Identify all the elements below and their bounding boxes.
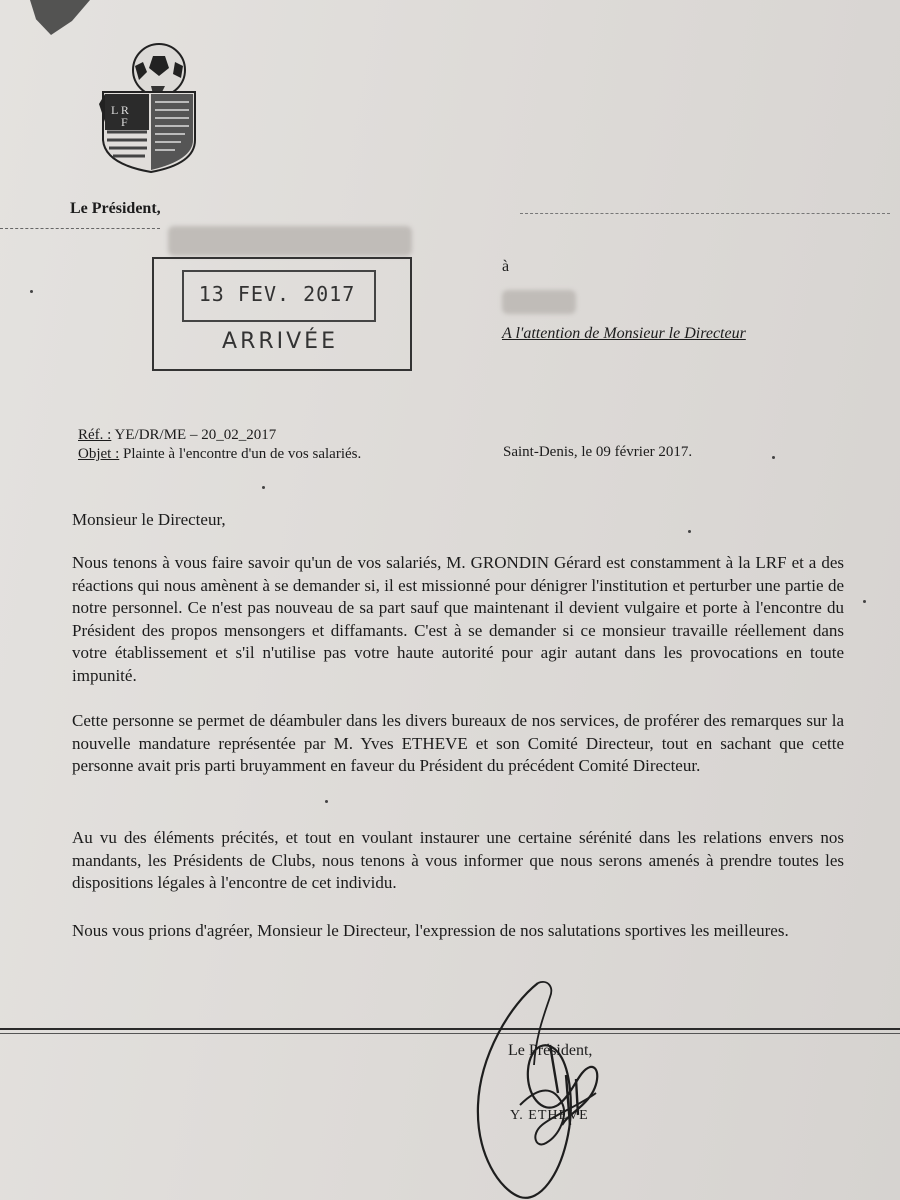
reference-value: YE/DR/ME – 20_02_2017 xyxy=(114,427,277,443)
signature-name: Y. ETHEVE xyxy=(510,1108,589,1123)
reception-stamp-date: 13 FEV. 2017 xyxy=(198,282,356,306)
object-line xyxy=(78,446,361,463)
closing-paragraph: Nous vous prions d'agréer, Monsieur le Directeur, l'expression de nos salutations sportives les meilleures. xyxy=(72,921,789,940)
paper-speck xyxy=(262,486,265,489)
redacted-recipient-block xyxy=(502,290,576,314)
divider-line-right xyxy=(520,213,890,214)
body-paragraph-2: Cette personne se permet de déambuler dans les divers bureaux de nos services, de proférer des remarques sur la nouvelle mandature représentée par M. Yves ETHEVE et son Comité Directeur, tout en sachant que cette personne avait pris parti bruyamment en faveur du Président du précédent Comité Directeur. xyxy=(72,711,844,775)
object-label: Objet : xyxy=(78,446,120,462)
paper-speck xyxy=(863,600,866,603)
salutation: Monsieur le Directeur, xyxy=(72,510,226,529)
reference-label: Réf. : xyxy=(78,427,112,443)
sender-president-label: Le Président, xyxy=(70,200,161,217)
signature-title: Le Président, xyxy=(508,1042,593,1059)
reception-stamp-label: ARRIVÉE xyxy=(222,329,338,354)
recipient-to: à xyxy=(502,258,510,275)
place-and-date: Saint-Denis, le 09 février 2017. xyxy=(503,444,693,460)
paper-speck xyxy=(772,456,775,459)
svg-text:F: F xyxy=(121,115,128,129)
staple-mark xyxy=(30,0,90,35)
attention-line: A l'attention de Monsieur le Directeur xyxy=(502,325,746,342)
paper-speck xyxy=(30,290,33,293)
paper-speck xyxy=(688,530,691,533)
crest-lettering: L R xyxy=(111,103,129,117)
redacted-sender-block xyxy=(168,226,412,256)
paper-speck xyxy=(325,800,328,803)
body-paragraph-3: Au vu des éléments précités, et tout en voulant instaurer une certaine sérénité dans les relations envers nos mandants, les Présidents de Clubs, nous tenons à vous informer que nous serons amenés à prendre toutes les dispositions légales à l'encontre de cet individu. xyxy=(72,828,844,892)
lrf-crest-soccer-ball-icon xyxy=(95,42,207,174)
body-paragraph-1: Nous tenons à vous faire savoir qu'un de vos salariés, M. GRONDIN Gérard est constamment à la LRF et a des réactions qui nous amènent à se demander si, il est missionné pour dénigrer l'institution et perturber une partie de notre personnel. Ce n'est pas nouveau de sa part sauf que maintenant il devient vulgaire et porte à l'encontre du Président des propos mensongers et diffamants. C'est à se demander si ce monsieur travaille réellement dans votre établissement et s'il n'utilise pas votre haute autorité pour agir autant dans les provocations en toute impunité. xyxy=(72,553,844,685)
handwritten-signature xyxy=(450,975,640,1200)
divider-line-left xyxy=(0,228,160,229)
object-value: Plainte à l'encontre d'un de vos salariés. xyxy=(123,446,362,462)
reference-line xyxy=(78,427,276,444)
